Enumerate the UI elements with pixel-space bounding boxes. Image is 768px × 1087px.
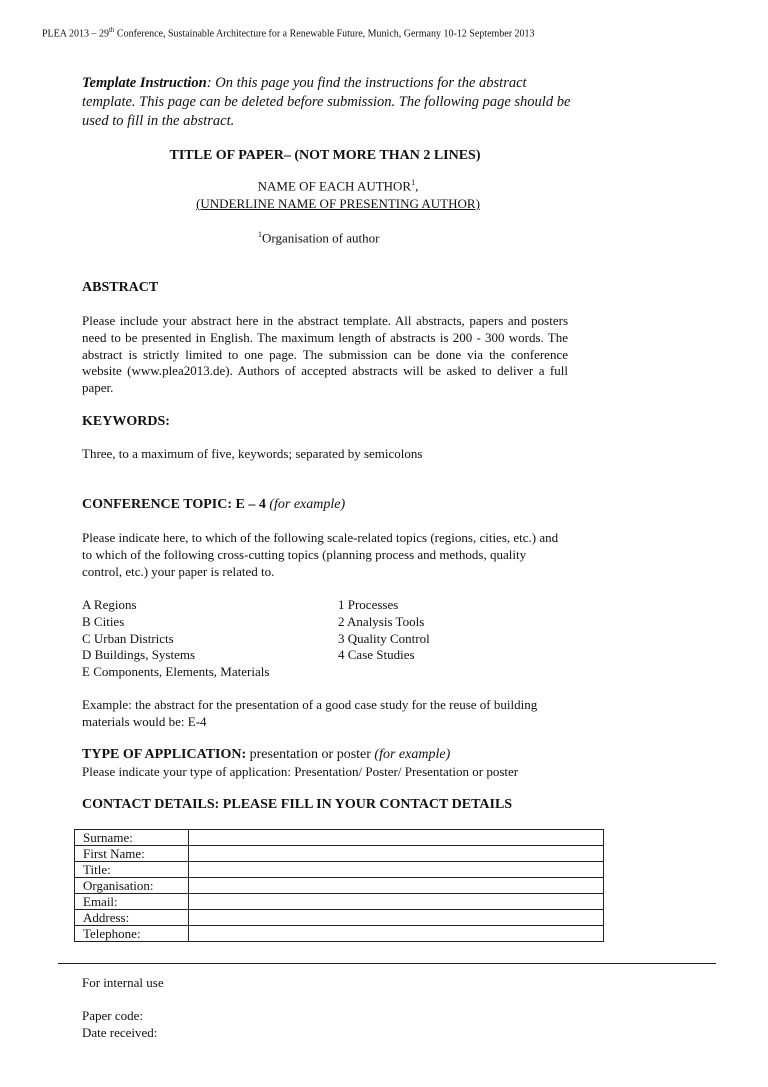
contact-label-first-name: First Name: (75, 846, 189, 862)
contact-label-telephone: Telephone: (75, 926, 189, 942)
header-text-rest: Conference, Sustainable Architecture for a Renewable Future, Munich, Germany 10-12 September 2013 (114, 28, 535, 40)
cross-topic-item: 2 Analysis Tools (338, 613, 425, 629)
organisation-text: Organisation of author (262, 230, 380, 246)
application-value: presentation or poster (246, 747, 375, 762)
table-row (75, 846, 604, 862)
scale-topic-item: D Buildings, Systems (82, 647, 196, 663)
application-heading (82, 747, 450, 763)
date-received-label: Date received: (82, 1025, 158, 1040)
topic-example-note: (for example) (269, 497, 346, 512)
topic-example: Example: the abstract for the presentation of a good case study for the reuse of building materials would be: E-4 (82, 697, 538, 729)
author-comma: , (415, 178, 419, 194)
contact-input-organisation[interactable] (189, 878, 604, 894)
keywords-text: Three, to a maximum of five, keywords; separated by semicolons (82, 446, 423, 461)
contact-details-table (74, 829, 604, 942)
contact-label-surname: Surname: (75, 830, 189, 846)
author-name-text: NAME OF EACH AUTHOR (257, 178, 412, 194)
scale-topic-item: C Urban Districts (82, 630, 174, 646)
cross-topic-item: 1 Processes (338, 597, 399, 612)
table-row (75, 878, 604, 894)
cross-topic-item: 4 Case Studies (338, 647, 415, 663)
presenting-author-note: (UNDERLINE NAME OF PRESENTING AUTHOR) (196, 196, 480, 211)
contact-label-title: Title: (75, 862, 189, 878)
scale-topics-list (82, 597, 269, 681)
topic-heading-text: CONFERENCE TOPIC: E – 4 (82, 497, 266, 512)
organisation-superscript: 1 (258, 230, 262, 239)
contact-input-address[interactable] (189, 910, 604, 926)
conference-topic-heading (82, 497, 345, 513)
topic-instructions: Please indicate here, to which of the following scale-related topics (regions, cities, etc.) and to which of the following cross-cutting topics (planning process and methods, quality control, etc.) your paper is related to. (82, 530, 559, 579)
author-name (0, 178, 676, 194)
cross-topics-list (338, 597, 430, 664)
author-superscript: 1 (411, 178, 416, 187)
table-row (75, 894, 604, 910)
paper-code-label: Paper code: (82, 1008, 144, 1023)
table-row (75, 862, 604, 878)
application-example-note: (for example) (374, 747, 451, 762)
table-row (75, 830, 604, 846)
scale-topic-item: A Regions (82, 597, 137, 612)
abstract-heading: ABSTRACT (82, 280, 159, 295)
contact-input-telephone[interactable] (189, 926, 604, 942)
scale-topic-item: B Cities (82, 613, 125, 629)
header-superscript: th (108, 26, 115, 34)
paper-title: TITLE OF PAPER– (NOT MORE THAN 2 LINES) (169, 148, 481, 163)
contact-input-title[interactable] (189, 862, 604, 878)
instruction-label: Template Instruction (82, 75, 207, 91)
contact-input-first-name[interactable] (189, 846, 604, 862)
keywords-heading: KEYWORDS: (82, 414, 170, 429)
contact-label-address: Address: (75, 910, 189, 926)
contact-label-email: Email: (75, 894, 189, 910)
contact-label-organisation: Organisation: (75, 878, 189, 894)
application-heading-text: TYPE OF APPLICATION: (82, 747, 247, 762)
contact-input-email[interactable] (189, 894, 604, 910)
template-instruction (82, 74, 582, 131)
author-organisation (258, 230, 379, 246)
contact-heading: CONTACT DETAILS: PLEASE FILL IN YOUR CONTACT DETAILS (82, 797, 513, 812)
scale-topic-item: E Components, Elements, Materials (82, 664, 270, 680)
divider-line (58, 963, 716, 964)
application-instructions: Please indicate your type of application: Presentation/ Poster/ Presentation or poster (82, 764, 519, 779)
table-row (75, 926, 604, 942)
abstract-text: Please include your abstract here in the abstract template. All abstracts, papers and posters need to be presented in English. The maximum length of abstracts is 200 - 300 words. The abstract is strictly limited to one page. The submission can be done via the conference website (www.plea2013.de). Authors of accepted abstracts will be asked to deliver a full paper. (82, 313, 568, 396)
page-header (42, 26, 535, 39)
cross-topic-item: 3 Quality Control (338, 630, 430, 646)
header-text: PLEA 2013 – 29 (42, 28, 109, 40)
internal-use-label: For internal use (82, 975, 164, 990)
contact-input-surname[interactable] (189, 830, 604, 846)
instruction-text: : On this page you find the instructions for the abstract template. This page can be deleted before submission. The following page should be used to fill in the abstract. (82, 75, 571, 129)
table-row (75, 910, 604, 926)
